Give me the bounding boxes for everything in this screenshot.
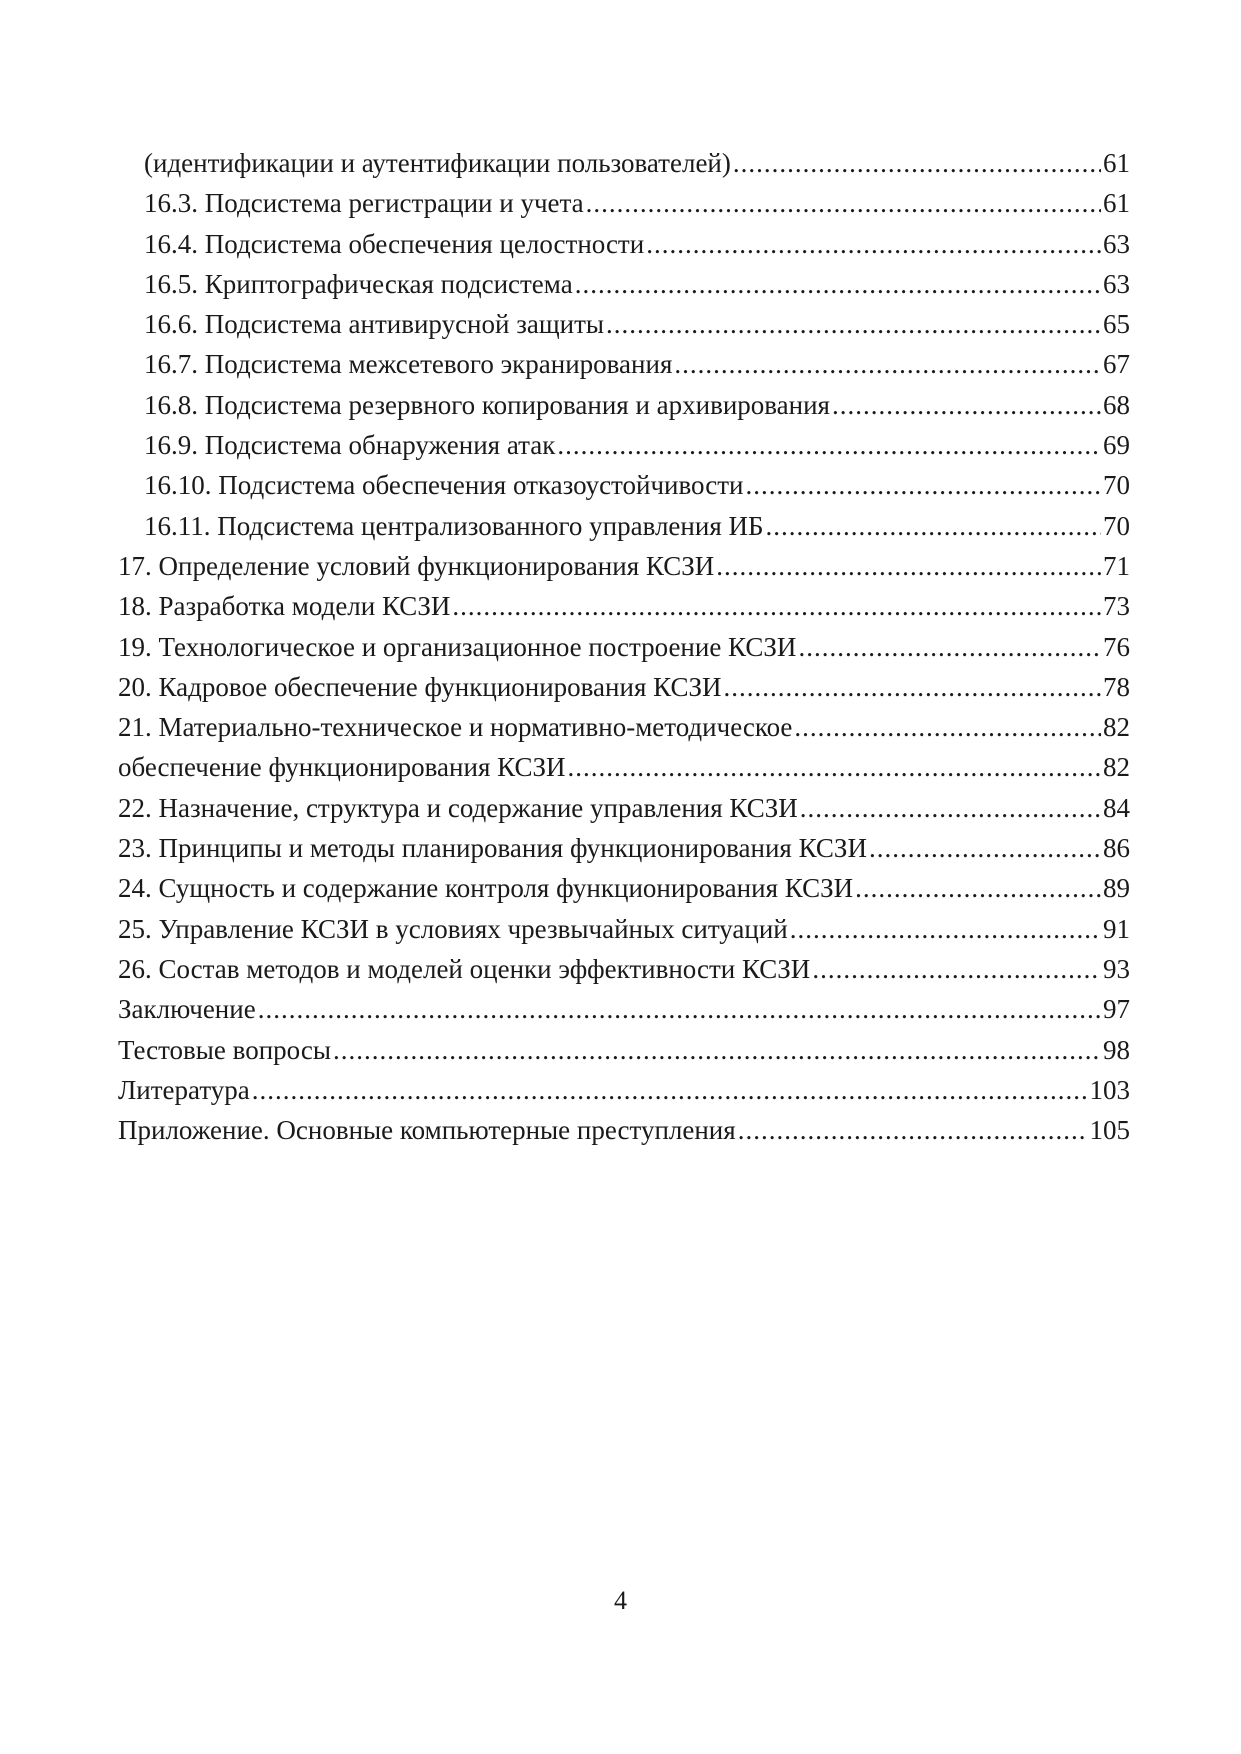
toc-entry-title: 16.8. Подсистема резервного копирования и архивирования (144, 389, 830, 420)
toc-entry (118, 264, 1130, 304)
toc-entry-page: 61 (1103, 188, 1130, 219)
toc-entry-page: 70 (1103, 470, 1130, 501)
toc-entry-title: 22. Назначение, структура и содержание управления КСЗИ (118, 792, 798, 823)
toc-entry-title: 21. Материально-техническое и нормативно-методическое (118, 712, 793, 743)
toc-entry (118, 506, 1130, 546)
toc-dot-leader (258, 989, 1101, 1029)
toc-dot-leader (745, 465, 1101, 505)
toc-dot-leader (812, 949, 1101, 989)
toc-entry-page: 84 (1103, 792, 1130, 823)
toc-entry-title: Тестовые вопросы (118, 1034, 331, 1065)
toc-entry-title: Литература (118, 1074, 250, 1105)
toc-entry-page: 91 (1103, 913, 1130, 944)
toc-entry (118, 465, 1130, 505)
toc-entry-title: 16.11. Подсистема централизованного управления ИБ (144, 510, 764, 541)
toc-entry-title: 24. Сущность и содержание контроля функционирования КСЗИ (118, 873, 854, 904)
toc-dot-leader (798, 627, 1101, 667)
toc-entry-title: 16.10. Подсистема обеспечения отказоустойчивости (144, 470, 744, 501)
toc-dot-leader (674, 344, 1101, 384)
toc-entry-title: 23. Принципы и методы планирования функционирования КСЗИ (118, 833, 867, 864)
toc-entry-page: 98 (1103, 1034, 1130, 1065)
toc-entry (118, 385, 1130, 425)
toc-dot-leader (738, 1110, 1088, 1150)
toc-entry (118, 989, 1130, 1029)
toc-dot-leader (575, 264, 1101, 304)
toc-entry (118, 183, 1130, 223)
table-of-contents (118, 143, 1130, 1150)
toc-entry (118, 747, 1130, 787)
toc-entry-page: 61 (1103, 148, 1130, 178)
toc-entry-page: 69 (1103, 430, 1130, 461)
toc-entry-title: 17. Определение условий функционирования КСЗИ (118, 550, 715, 581)
toc-entry (118, 425, 1130, 465)
toc-entry (118, 909, 1130, 949)
toc-entry-page: 67 (1103, 349, 1130, 380)
toc-dot-leader (790, 909, 1101, 949)
toc-entry (118, 828, 1130, 868)
toc-entry-title: 19. Технологическое и организационное построение КСЗИ (118, 631, 797, 662)
toc-entry (118, 627, 1130, 667)
toc-entry-title: (идентификации и аутентификации пользователей) (144, 148, 731, 178)
toc-dot-leader (723, 667, 1101, 707)
toc-entry-page: 86 (1103, 833, 1130, 864)
toc-entry-page: 89 (1103, 873, 1130, 904)
toc-entry (118, 344, 1130, 384)
toc-dot-leader (794, 707, 1101, 747)
toc-entry-page: 97 (1103, 994, 1130, 1025)
toc-entry-page: 70 (1103, 510, 1130, 541)
toc-entry-page: 105 (1089, 1115, 1130, 1146)
toc-entry-title: 18. Разработка модели КСЗИ (118, 591, 451, 622)
toc-dot-leader (452, 586, 1101, 626)
toc-entry-title: Приложение. Основные компьютерные преступления (118, 1115, 736, 1146)
toc-entry-page: 78 (1103, 671, 1130, 702)
toc-dot-leader (586, 183, 1101, 223)
toc-entry-title: обеспечение функционирования КСЗИ (118, 752, 566, 783)
toc-entry (118, 224, 1130, 264)
toc-entry-page: 73 (1103, 591, 1130, 622)
toc-dot-leader (832, 385, 1101, 425)
page-number: 4 (614, 1586, 627, 1615)
toc-entry (118, 546, 1130, 586)
toc-entry-title: 16.5. Криптографическая подсистема (144, 268, 573, 299)
toc-entry-title: 26. Состав методов и моделей оценки эффективности КСЗИ (118, 953, 811, 984)
toc-dot-leader (765, 506, 1101, 546)
toc-entry-page: 63 (1103, 268, 1130, 299)
toc-entry-page: 93 (1103, 953, 1130, 984)
toc-entry-page: 71 (1103, 550, 1130, 581)
toc-entry (118, 868, 1130, 908)
toc-entry (118, 1110, 1130, 1150)
toc-entry-title: 16.3. Подсистема регистрации и учета (144, 188, 584, 219)
toc-entry (118, 667, 1130, 707)
toc-dot-leader (869, 828, 1101, 868)
toc-dot-leader (646, 224, 1101, 264)
toc-dot-leader (733, 143, 1101, 183)
toc-dot-leader (800, 788, 1101, 828)
toc-dot-leader (557, 425, 1101, 465)
toc-entry-page: 103 (1089, 1074, 1130, 1105)
toc-entry-page: 65 (1103, 309, 1130, 340)
toc-entry-title: Заключение (118, 994, 256, 1025)
toc-entry-page: 63 (1103, 228, 1130, 259)
toc-entry (118, 949, 1130, 989)
toc-entry (118, 1030, 1130, 1070)
toc-dot-leader (567, 747, 1101, 787)
toc-dot-leader (252, 1070, 1088, 1110)
toc-entry (118, 586, 1130, 626)
toc-entry-page: 82 (1103, 752, 1130, 783)
toc-entry (118, 304, 1130, 344)
toc-entry-title: 16.6. Подсистема антивирусной защиты (144, 309, 605, 340)
toc-dot-leader (606, 304, 1101, 344)
toc-entry-title: 16.9. Подсистема обнаружения атак (144, 430, 556, 461)
toc-entry-title: 16.7. Подсистема межсетевого экранирования (144, 349, 673, 380)
toc-entry-title: 20. Кадровое обеспечение функционирования КСЗИ (118, 671, 722, 702)
toc-dot-leader (716, 546, 1101, 586)
toc-entry (118, 707, 1130, 747)
toc-entry (118, 1070, 1130, 1110)
toc-dot-leader (333, 1030, 1101, 1070)
toc-entry-page: 68 (1103, 389, 1130, 420)
toc-entry (118, 788, 1130, 828)
toc-entry-page: 76 (1103, 631, 1130, 662)
toc-entry-page: 82 (1103, 712, 1130, 743)
toc-entry (118, 143, 1130, 183)
toc-entry-title: 25. Управление КСЗИ в условиях чрезвычайных ситуаций (118, 913, 788, 944)
toc-entry-title: 16.4. Подсистема обеспечения целостности (144, 228, 645, 259)
toc-dot-leader (855, 868, 1101, 908)
